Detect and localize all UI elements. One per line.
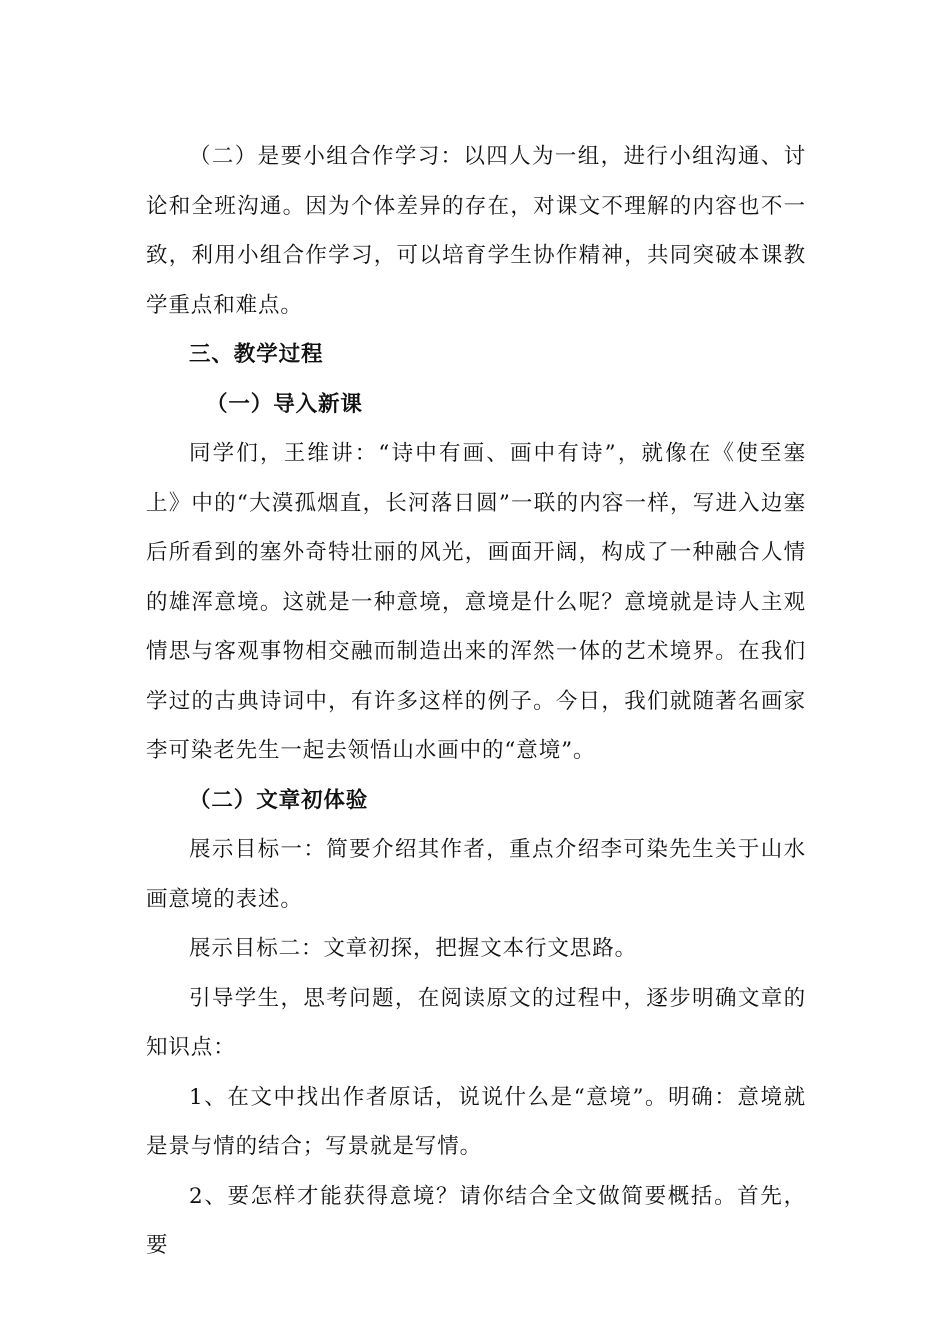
- paragraph-guide-students: 引导学生，思考问题，在阅读原文的过程中，逐步明确文章的知识点：: [146, 985, 806, 1060]
- subheading-introduction: （一）导入新课: [206, 391, 363, 417]
- section-heading-teaching-process: 三、教学过程: [189, 342, 324, 367]
- paragraph-introduction: 同学们，王维讲：“诗中有画、画中有诗”，就像在《使至塞上》中的“大漠孤烟直，长河落日圆”一联的内容一样，写进入边塞后所看到的塞外奇特壮丽的风光，画面开阔，构成了一种融合人情的雄浑意境。这就是一种意境，意境是什么呢？意境就是诗人主观情思与客观事物相交融而制造出来的浑然一体的艺术境界。在我们学过的古典诗词中，有许多这样的例子。今日，我们就随著名画家李可染老先生一起去领悟山水画中的“意境”。: [146, 441, 806, 763]
- document-page: [146, 132, 806, 1271]
- paragraph-point-one: 1、在文中找出作者原话，说说什么是“意境”。明确：意境就是景与情的结合；写景就是写情。: [146, 1084, 806, 1159]
- subheading-first-experience: （二）文章初体验: [189, 787, 369, 813]
- paragraph-goal-two: 展示目标二：文章初探，把握文本行文思路。: [189, 936, 638, 961]
- paragraph-point-two: 2、要怎样才能获得意境？请你结合全文做简要概括。首先，要: [146, 1183, 806, 1258]
- paragraph-goal-one: 展示目标一：简要介绍其作者，重点介绍李可染先生关于山水画意境的表述。: [146, 837, 806, 912]
- paragraph-group-learning: （二）是要小组合作学习：以四人为一组，进行小组沟通、讨论和全班沟通。因为个体差异的存在，对课文不理解的内容也不一致，利用小组合作学习，可以培育学生协作精神，共同突破本课教学重点和难点。: [146, 144, 806, 318]
